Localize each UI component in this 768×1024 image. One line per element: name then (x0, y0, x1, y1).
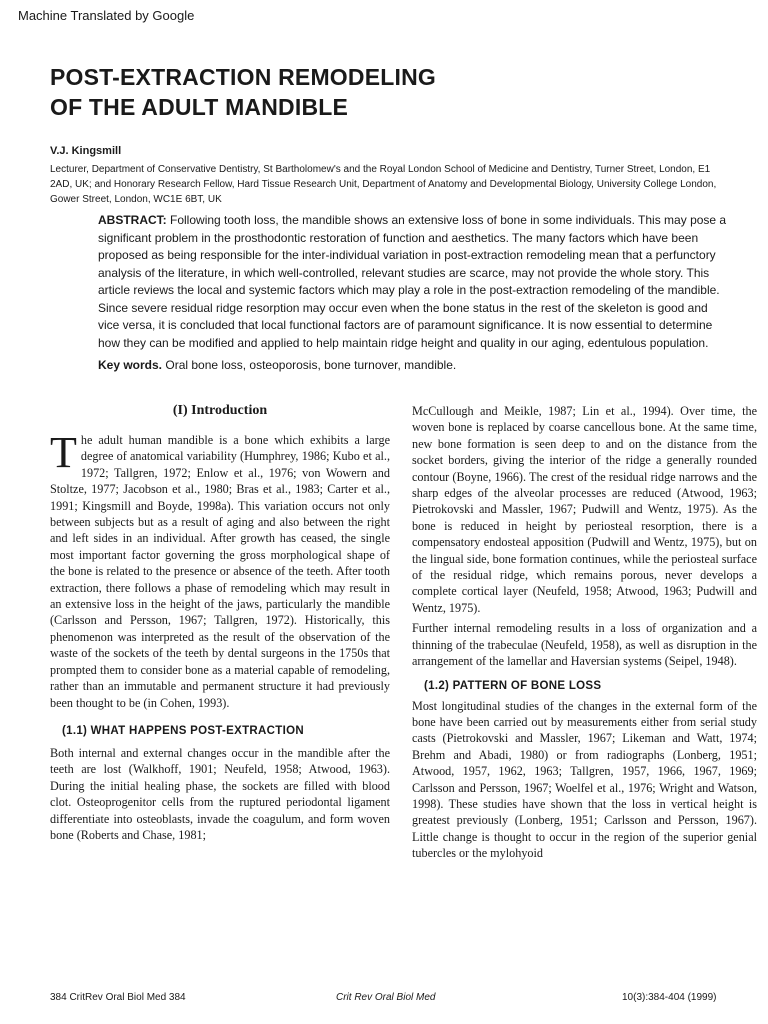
left-column (50, 428, 390, 843)
drop-cap: T (50, 428, 77, 477)
section-1-1-text: Both internal and external changes occur in the mandible after the teeth are lost (Walkhoff, 1901; Neufeld, 1958; Atwood, 1963). During the initial healing phase, the sockets are filled with blood clot. Osteoprogenitor cells from the ruptured periodontal ligament differentiate into osteoblasts, invade the coagulum, and form woven bone (Roberts and Chase, 1981; (50, 745, 390, 842)
section-heading-1-2: (1.2) PATTERN OF BONE LOSS (424, 679, 602, 692)
section-heading-1-1: (1.1) WHAT HAPPENS POST-EXTRACTION (62, 724, 304, 737)
abstract-text: Following tooth loss, the mandible shows an extensive loss of bone in some individuals. This may pose a significant problem in the prosthodontic restoration of function and aesthetics. The many factors which have been proposed as being responsible for the inter-individual variation in post-extraction remodeling mean that a perfunctory analysis of the literature, in which well-controlled, relevant studies are scarce, may not provide the whole story. This article reviews the local and systemic factors which may play a role in the post-extraction remodeling of the mandible. Since severe residual ridge resorption may occur even when the bone status in the rest of the skeleton is good and vice versa, it is concluded that local functional factors are of paramount significance. It is now essential to determine how they can be modified and applied to help maintain ridge height and quality in our aging, edentulous population. (98, 213, 727, 350)
footer-page-number: 384 CritRev Oral Biol Med 384 (50, 992, 186, 1003)
title-line-2: OF THE ADULT MANDIBLE (50, 94, 349, 120)
keywords (98, 358, 728, 372)
abstract (98, 212, 728, 352)
abstract-label: ABSTRACT: (98, 213, 167, 227)
remodeling-paragraph: McCullough and Meikle, 1987; Lin et al., 1994). Over time, the woven bone is replaced by coarse cancellous bone. At the same time, new bone formation is seen deep to and on the distance from the socket borders, giving the interior of the ridge a generally rounded contour (Boyne, 1966). The crest of the residual ridge narrows and the sharp edges of the alveolar processes are reduced (Atwood, 1963; Pietrokovski and Massler, 1967; Pudwill and Wentz, 1975). As the bone is reduced in height by periosteal resorption, there is a compensatory endosteal apposition (Pudwill and Wentz, 1975), but on the lingual side, bone formation continues, while the periosteal surface of the residual ridge, which remains porous, never develops a complete cortical layer (Neufeld, 1958; Atwood, 1963; Pudwill and Wentz, 1975). (412, 404, 757, 615)
author-affiliation: Lecturer, Department of Conservative Dentistry, St Bartholomew's and the Royal London School of Medicine and Dentistry, Turner Street, London, E1 2AD, UK; and Honorary Research Fellow, Hard Tissue Research Unit, Department of Anatomy and Developmental Biology, University College London, Gower Street, London, WC1E 6BT, UK (50, 164, 717, 205)
section-heading-introduction: (I) Introduction (172, 403, 268, 418)
keywords-label: Key words. (98, 358, 163, 372)
footer-citation: 10(3):384-404 (1999) (622, 992, 717, 1003)
article-title (50, 62, 650, 122)
section-1-2-text: Most longitudinal studies of the changes in the external form of the bone have been carried out by measurements either from serial study casts (Pietrokovski and Massler, 1967; Likeman and Watt, 1974; Brehm and Abadi, 1980) or from radiographs (Lonberg, 1951; Atwood, 1957, 1962, 1963; Tallgren, 1957, 1966, 1967, 1969; Carlsson and Persson, 1967; Woelfel et al., 1976; Wright and Watson, 1998). These studies have shown that the loss in vertical height is greatest previously (Lonberg, 1951; Carlsson and Persson, 1967). Little change is thought to occur in the region of the superior genial tubercles or the mylohyoid (412, 698, 757, 861)
machine-translation-banner: Machine Translated by Google (18, 8, 195, 23)
internal-remodeling-paragraph: Further internal remodeling results in a loss of organization and a thinning of the trabeculae (Neufeld, 1958), as well as disruption in the arrangement of the lamellar and Haversian systems (Seipel, 1948). (412, 621, 757, 669)
footer-journal: Crit Rev Oral Biol Med (336, 992, 436, 1003)
title-line-1: POST-EXTRACTION REMODELING (50, 64, 436, 90)
introduction-paragraph (50, 428, 390, 711)
introduction-text: he adult human mandible is a bone which exhibits a large degree of anatomical variability (Humphrey, 1986; Kubo et al., 1972; Tallgren, 1972; Enlow et al., 1976; von Wowern and Stoltze, 1977; Jacobson et al., 1980; Bras et al., 1983; Carter et al., 1991; Kingsmill and Boyde, 1998a). This variation occurs not only between subjects but as a result of aging and also between the right and left sides in an individual. After growth has ceased, the single most important factor governing the gross morphological shape of the bone is related to the presence or absence of the teeth. After tooth extraction, there follows a phase of remodeling which may result in an extensive loss in the height of the jaws, particularly the mandible (Carlsson and Persson, 1967; Tallgren, 1972). Historically, this phenomenon was interpreted as the result of the observation of the waste of the sockets of the teeth by dental surgeons in the 1750s that prompted them to consider bone as a material capable of remodeling, rather than an immutable and permanent structure it had previously been thought to be (in Cohen, 1993). (50, 433, 390, 710)
keywords-text: Oral bone loss, osteoporosis, bone turnover, mandible. (165, 358, 457, 372)
author-name: V.J. Kingsmill (50, 145, 122, 157)
right-column (412, 403, 757, 862)
